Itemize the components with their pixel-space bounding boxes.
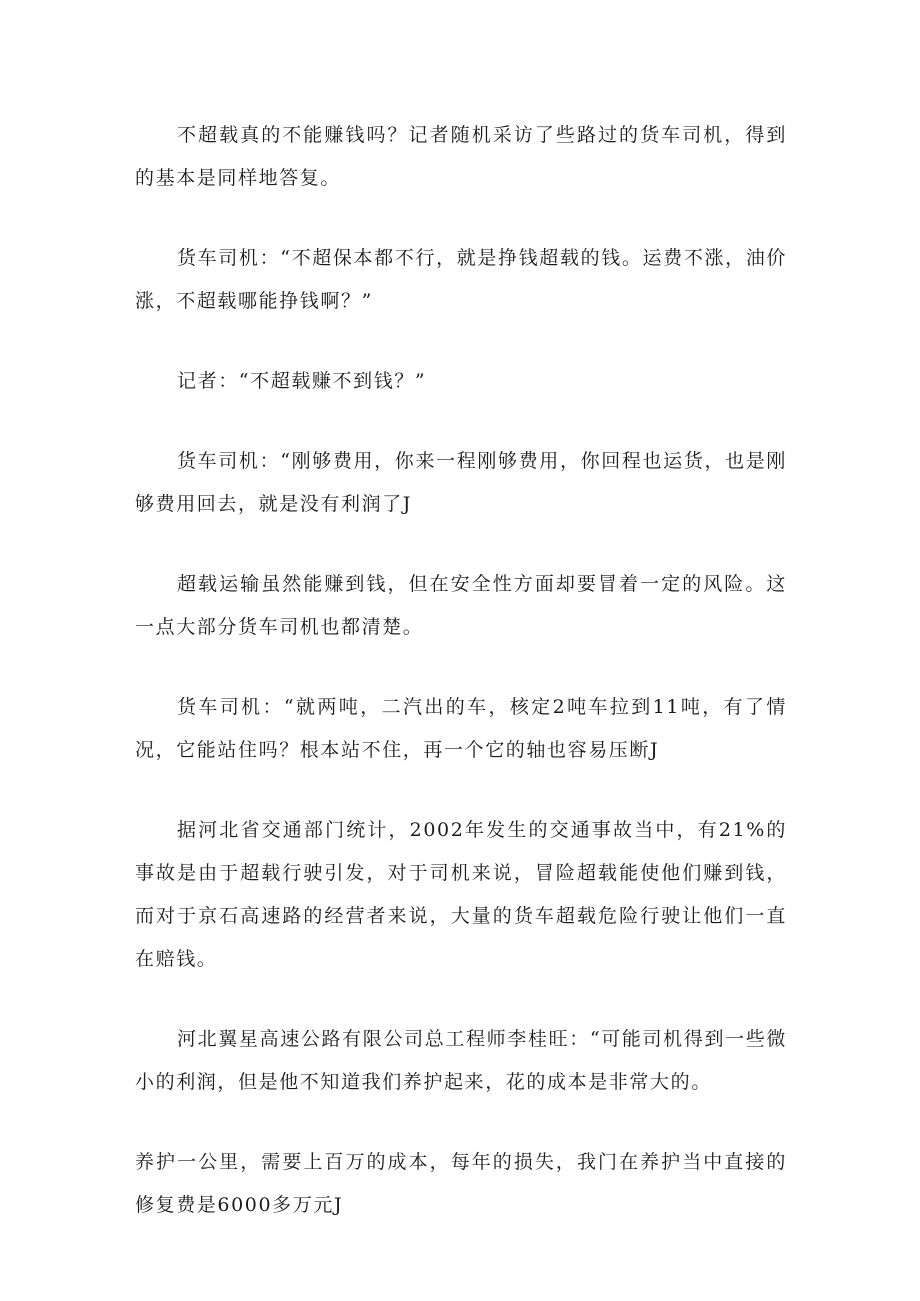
paragraph-5: 超载运输虽然能赚到钱，但在安全性方面却要冒着一定的风险。这一点大部分货车司机也都清楚。 (135, 573, 787, 638)
document-body (135, 114, 787, 1264)
paragraph-6: 货车司机：“就两吨，二汽出的车，核定2吨车拉到11吨，有了情况，它能站住吗？根本站不住，再一个它的轴也容易压断J (135, 696, 787, 761)
paragraph-8: 河北翼星高速公路有限公司总工程师李桂旺：“可能司机得到一些微小的利润，但是他不知道我们养护起来，花的成本是非常大的。 (135, 1028, 787, 1093)
paragraph-4: 货车司机：“刚够费用，你来一程刚够费用，你回程也运货，也是刚够费用回去，就是没有利润了J (135, 450, 787, 515)
paragraph-1: 不超载真的不能赚钱吗？记者随机采访了些路过的货车司机，得到的基本是同样地答复。 (135, 124, 787, 189)
paragraph-7: 据河北省交通部门统计，2002年发生的交通事故当中，有21%的事故是由于超载行驶引发，对于司机来说，冒险超载能使他们赚到钱，而对于京石高速路的经营者来说，大量的货车超载危险行驶让他们一直在赔钱。 (135, 819, 787, 970)
paragraph-2: 货车司机：“不超保本都不行，就是挣钱超载的钱。运费不涨，油价涨，不超载哪能挣钱啊？” (135, 247, 787, 312)
paragraph-3: 记者：“不超载赚不到钱？” (177, 370, 427, 392)
paragraph-9: 养护一公里，需要上百万的成本，每年的损失，我门在养护当中直接的修复费是6000多万元J (135, 1151, 787, 1216)
